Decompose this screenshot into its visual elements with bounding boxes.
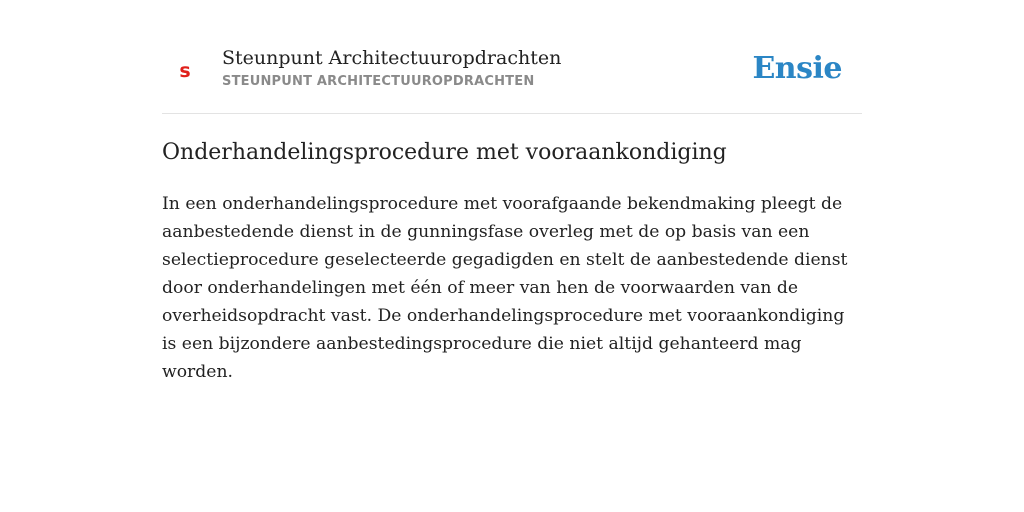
- source-subtitle: STEUNPUNT ARCHITECTUUROPDRACHTEN: [222, 74, 535, 89]
- article-body: In een onderhandelingsprocedure met voorafgaande bekendmaking pleegt de aanbestedende dienst in de gunningsfase overleg met de op basis van een selectieprocedure geselecteerde gegadigden en stelt de aanbestedende dienst door onderhandelingen met één of meer van hen de voorwaarden van de overheidsopdracht vast. De onderhandelingsprocedure met vooraankondiging is een bijzondere aanbestedingsprocedure die niet altijd gehanteerd mag worden.: [162, 194, 848, 382]
- article-title: Onderhandelingsprocedure met vooraankondiging: [162, 140, 727, 165]
- source-logo: s: [179, 60, 191, 82]
- source-titles: [222, 46, 561, 89]
- card-header: [162, 40, 862, 114]
- definition-card: [162, 40, 862, 386]
- brand-logo[interactable]: Ensie: [752, 51, 842, 86]
- source-title[interactable]: Steunpunt Architectuuropdrachten: [222, 47, 562, 69]
